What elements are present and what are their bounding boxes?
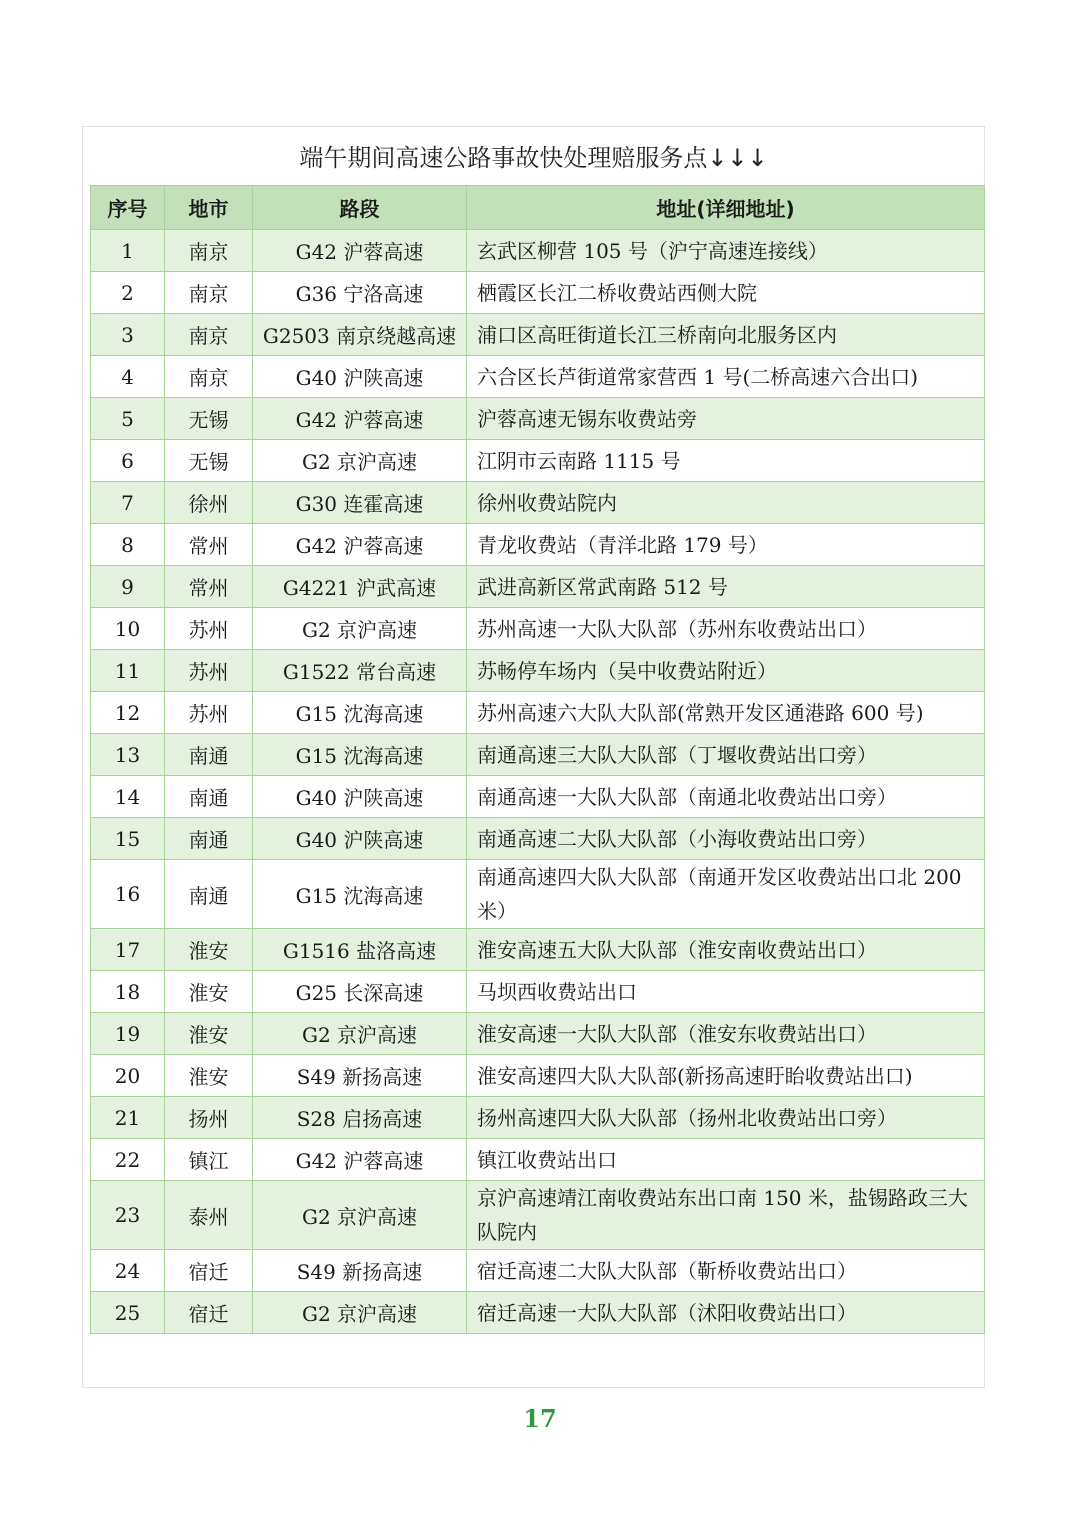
table-row <box>91 272 985 314</box>
cell-road: G15 沈海高速 <box>253 692 467 734</box>
table-row <box>91 776 985 818</box>
cell-road: G42 沪蓉高速 <box>253 398 467 440</box>
cell-address: 江阴市云南路 1115 号 <box>467 440 985 482</box>
cell-address: 南通高速四大队大队部（南通开发区收费站出口北 200 米） <box>467 860 985 929</box>
cell-city: 宿迁 <box>165 1250 253 1292</box>
cell-road: S49 新扬高速 <box>253 1250 467 1292</box>
cell-road: G40 沪陕高速 <box>253 818 467 860</box>
cell-address: 南通高速三大队大队部（丁堰收费站出口旁） <box>467 734 985 776</box>
cell-address: 宿迁高速二大队大队部（靳桥收费站出口） <box>467 1250 985 1292</box>
cell-address: 淮安高速四大队大队部(新扬高速盱眙收费站出口) <box>467 1055 985 1097</box>
cell-no: 23 <box>91 1181 165 1250</box>
cell-no: 16 <box>91 860 165 929</box>
cell-road: S28 启扬高速 <box>253 1097 467 1139</box>
cell-road: G2 京沪高速 <box>253 1013 467 1055</box>
table-row <box>91 650 985 692</box>
cell-no: 2 <box>91 272 165 314</box>
cell-no: 17 <box>91 929 165 971</box>
table-row <box>91 398 985 440</box>
table-row <box>91 1292 985 1334</box>
cell-road: S49 新扬高速 <box>253 1055 467 1097</box>
cell-address: 苏州高速六大队大队部(常熟开发区通港路 600 号) <box>467 692 985 734</box>
table-row <box>91 1097 985 1139</box>
cell-city: 镇江 <box>165 1139 253 1181</box>
table-row <box>91 524 985 566</box>
cell-road: G1522 常台高速 <box>253 650 467 692</box>
table-row <box>91 356 985 398</box>
table-row <box>91 440 985 482</box>
table-row <box>91 734 985 776</box>
cell-road: G15 沈海高速 <box>253 860 467 929</box>
cell-address: 南通高速二大队大队部（小海收费站出口旁） <box>467 818 985 860</box>
cell-city: 淮安 <box>165 1055 253 1097</box>
cell-city: 扬州 <box>165 1097 253 1139</box>
table-row <box>91 971 985 1013</box>
table-row <box>91 1013 985 1055</box>
cell-road: G25 长深高速 <box>253 971 467 1013</box>
cell-address: 徐州收费站院内 <box>467 482 985 524</box>
table-row <box>91 1055 985 1097</box>
cell-city: 苏州 <box>165 608 253 650</box>
cell-road: G42 沪蓉高速 <box>253 230 467 272</box>
cell-no: 11 <box>91 650 165 692</box>
cell-city: 无锡 <box>165 440 253 482</box>
cell-road: G2 京沪高速 <box>253 1181 467 1250</box>
table-header-row <box>91 186 985 230</box>
cell-no: 13 <box>91 734 165 776</box>
cell-road: G42 沪蓉高速 <box>253 1139 467 1181</box>
cell-no: 18 <box>91 971 165 1013</box>
cell-address: 扬州高速四大队大队部（扬州北收费站出口旁） <box>467 1097 985 1139</box>
page-number: 17 <box>523 1404 557 1433</box>
cell-road: G2503 南京绕越高速 <box>253 314 467 356</box>
cell-address: 宿迁高速一大队大队部（沭阳收费站出口） <box>467 1292 985 1334</box>
cell-city: 淮安 <box>165 929 253 971</box>
cell-road: G40 沪陕高速 <box>253 776 467 818</box>
page-title: 端午期间高速公路事故快处理赔服务点↓↓↓ <box>299 144 768 172</box>
cell-no: 15 <box>91 818 165 860</box>
cell-city: 徐州 <box>165 482 253 524</box>
cell-road: G2 京沪高速 <box>253 440 467 482</box>
header-no: 序号 <box>91 186 165 230</box>
table-row <box>91 692 985 734</box>
cell-no: 14 <box>91 776 165 818</box>
cell-address: 浦口区高旺街道长江三桥南向北服务区内 <box>467 314 985 356</box>
table-row <box>91 1139 985 1181</box>
cell-address: 苏畅停车场内（吴中收费站附近） <box>467 650 985 692</box>
cell-road: G42 沪蓉高速 <box>253 524 467 566</box>
table-row <box>91 608 985 650</box>
cell-road: G4221 沪武高速 <box>253 566 467 608</box>
table-row <box>91 860 985 929</box>
cell-no: 19 <box>91 1013 165 1055</box>
cell-road: G2 京沪高速 <box>253 608 467 650</box>
cell-no: 7 <box>91 482 165 524</box>
table-row <box>91 566 985 608</box>
cell-city: 苏州 <box>165 650 253 692</box>
cell-city: 南通 <box>165 860 253 929</box>
cell-city: 宿迁 <box>165 1292 253 1334</box>
cell-city: 南京 <box>165 356 253 398</box>
cell-city: 泰州 <box>165 1181 253 1250</box>
cell-no: 3 <box>91 314 165 356</box>
cell-address: 玄武区柳营 105 号（沪宁高速连接线） <box>467 230 985 272</box>
cell-no: 24 <box>91 1250 165 1292</box>
cell-no: 20 <box>91 1055 165 1097</box>
cell-road: G40 沪陕高速 <box>253 356 467 398</box>
cell-city: 南京 <box>165 314 253 356</box>
cell-address: 苏州高速一大队大队部（苏州东收费站出口） <box>467 608 985 650</box>
header-address: 地址(详细地址) <box>467 186 985 230</box>
cell-address: 淮安高速一大队大队部（淮安东收费站出口） <box>467 1013 985 1055</box>
cell-no: 25 <box>91 1292 165 1334</box>
header-road: 路段 <box>253 186 467 230</box>
header-city: 地市 <box>165 186 253 230</box>
cell-address: 栖霞区长江二桥收费站西侧大院 <box>467 272 985 314</box>
cell-no: 22 <box>91 1139 165 1181</box>
cell-no: 1 <box>91 230 165 272</box>
cell-city: 南京 <box>165 272 253 314</box>
cell-road: G30 连霍高速 <box>253 482 467 524</box>
table-row <box>91 929 985 971</box>
table-row <box>91 1250 985 1292</box>
cell-road: G36 宁洛高速 <box>253 272 467 314</box>
cell-address: 京沪高速靖江南收费站东出口南 150 米，盐锡路政三大队院内 <box>467 1181 985 1250</box>
cell-city: 南通 <box>165 776 253 818</box>
cell-no: 21 <box>91 1097 165 1139</box>
cell-address: 青龙收费站（青洋北路 179 号） <box>467 524 985 566</box>
cell-no: 5 <box>91 398 165 440</box>
cell-no: 10 <box>91 608 165 650</box>
table-row <box>91 482 985 524</box>
cell-city: 淮安 <box>165 971 253 1013</box>
cell-no: 6 <box>91 440 165 482</box>
cell-address: 镇江收费站出口 <box>467 1139 985 1181</box>
cell-no: 4 <box>91 356 165 398</box>
cell-no: 9 <box>91 566 165 608</box>
cell-address: 马坝西收费站出口 <box>467 971 985 1013</box>
cell-city: 苏州 <box>165 692 253 734</box>
cell-address: 武进高新区常武南路 512 号 <box>467 566 985 608</box>
table-row <box>91 1181 985 1250</box>
cell-city: 南京 <box>165 230 253 272</box>
cell-no: 8 <box>91 524 165 566</box>
cell-city: 无锡 <box>165 398 253 440</box>
service-points-table <box>90 185 985 1334</box>
table-row <box>91 818 985 860</box>
table-body <box>91 230 985 1334</box>
cell-road: G15 沈海高速 <box>253 734 467 776</box>
table-row <box>91 230 985 272</box>
cell-road: G2 京沪高速 <box>253 1292 467 1334</box>
cell-road: G1516 盐洛高速 <box>253 929 467 971</box>
cell-address: 六合区长芦街道常家营西 1 号(二桥高速六合出口) <box>467 356 985 398</box>
cell-city: 常州 <box>165 524 253 566</box>
cell-address: 南通高速一大队大队部（南通北收费站出口旁） <box>467 776 985 818</box>
cell-no: 12 <box>91 692 165 734</box>
table-row <box>91 314 985 356</box>
cell-city: 淮安 <box>165 1013 253 1055</box>
cell-city: 南通 <box>165 818 253 860</box>
cell-address: 淮安高速五大队大队部（淮安南收费站出口） <box>467 929 985 971</box>
cell-address: 沪蓉高速无锡东收费站旁 <box>467 398 985 440</box>
cell-city: 南通 <box>165 734 253 776</box>
cell-city: 常州 <box>165 566 253 608</box>
